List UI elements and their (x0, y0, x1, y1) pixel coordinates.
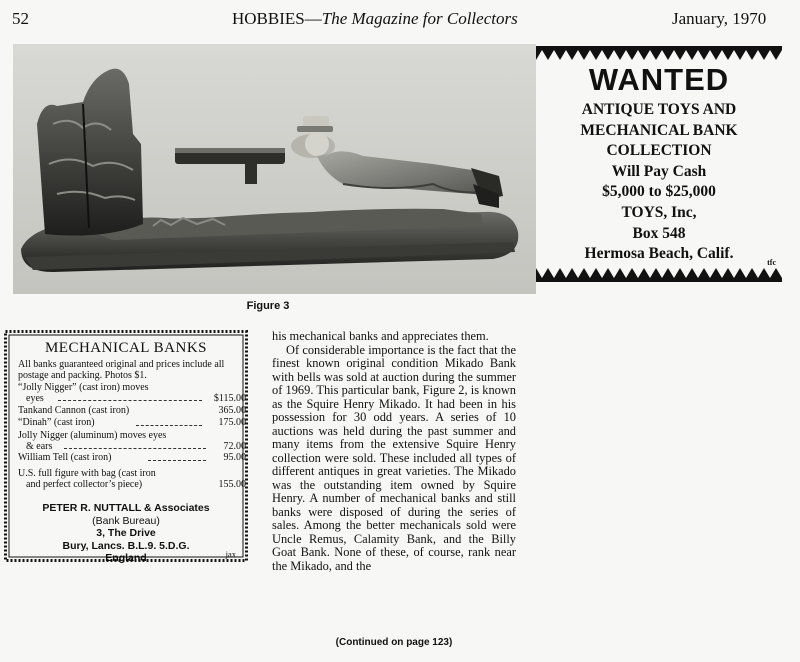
wanted-advertisement (536, 46, 782, 282)
dealer-street: 3, The Drive (96, 527, 156, 539)
dotted-leader (64, 448, 206, 449)
dotted-leader (148, 460, 206, 461)
wanted-line: TOYS, Inc, (621, 203, 697, 221)
price-list-item (18, 468, 246, 490)
article-paragraph: Of considerable importance is the fact that the finest known original condition Mikado Bank with bells was sold at auction during the summer of 1969. This particular bank, Figure 2, is known as the Squire Henry Mikado. It had been in his possession for 30 odd years. A series of 10 auctions was held during the past summer and many items from the extensive Squire Henry collection were sold. These included all types of different antiques in great varieties. The Mikado was the outstanding item owned by Squire Henry. A number of mechanical banks and still banks were disposed of during the series of sales. Among the better mechanicals sold were Uncle Remus, Calamity Bank, and the Billy Goat Bank. None of these, of course, rank near the Mikado, and the (272, 342, 516, 573)
item-description: “Jolly Nigger” (cast iron) moves (18, 382, 149, 393)
dealer-city: Bury, Lancs. B.L.9. 5.D.G. (62, 539, 190, 552)
item-description-cont: eyes (26, 393, 44, 404)
wanted-line: Will Pay Cash (611, 162, 707, 180)
item-description: William Tell (cast iron) (18, 452, 112, 463)
dotted-leader (136, 425, 202, 426)
banks-ad-title: MECHANICAL BANKS (44, 340, 208, 356)
page-number: 52 (12, 9, 29, 28)
price-list-item (18, 382, 246, 404)
mechanical-bank-image (13, 44, 536, 294)
dealer-address (4, 502, 248, 565)
wanted-body (536, 100, 782, 265)
item-price: $115.00 (213, 393, 246, 404)
item-description: “Dinah” (cast iron) (18, 417, 95, 428)
item-description: U.S. full figure with bag (cast iron (18, 468, 156, 479)
magazine-subtitle: The Magazine for Collectors (321, 9, 518, 28)
figure-photo (13, 44, 536, 294)
price-list-item (18, 452, 246, 463)
price-list-item (18, 430, 246, 452)
zigzag-border-bottom (536, 268, 782, 282)
item-price: 95.00 (223, 452, 246, 463)
article-paragraph: his mechanical banks and appreciates them. (272, 329, 489, 343)
continued-note: (Continued on page 123) (335, 637, 453, 648)
wanted-ad-mark: tfc (767, 258, 776, 267)
issue-date: January, 1970 (672, 9, 767, 28)
banks-ad-intro: All banks guaranteed original and prices include all postage and packing. Photos $1. (18, 359, 225, 381)
wanted-line: $5,000 to $25,000 (602, 183, 716, 201)
magazine-name: HOBBIES— (232, 9, 322, 28)
item-description-cont: & ears (26, 441, 53, 452)
wanted-line: ANTIQUE TOYS AND (581, 101, 737, 118)
wanted-line: Box 548 (632, 224, 686, 242)
item-description: Tankand Cannon (cast iron) (18, 405, 130, 416)
figure-caption: Figure 3 (246, 300, 290, 312)
article-column (272, 330, 516, 573)
zigzag-border-top (536, 46, 782, 60)
item-price: 175.00 (218, 417, 246, 428)
item-price: 72.00 (223, 441, 246, 452)
price-list-item (18, 405, 246, 416)
wanted-line: COLLECTION (606, 142, 712, 160)
dotted-leader (58, 400, 202, 401)
dealer-country: England (105, 552, 147, 564)
item-description-cont: and perfect collector’s piece) (26, 479, 143, 490)
banks-ad-mark: jax (225, 549, 236, 559)
dealer-bureau: (Bank Bureau) (92, 514, 160, 527)
mechanical-banks-advertisement (4, 330, 248, 562)
wanted-title: WANTED (588, 62, 730, 97)
price-list-item (18, 417, 246, 428)
wanted-line: MECHANICAL BANK (580, 121, 738, 139)
item-description: Jolly Nigger (aluminum) moves eyes (18, 430, 167, 441)
magazine-title (232, 9, 518, 29)
item-price: 155.00 (218, 479, 246, 490)
wanted-line: Hermosa Beach, Calif. (584, 245, 734, 263)
dealer-name: PETER R. NUTTALL & Associates (42, 502, 210, 514)
item-price: 365.00 (218, 405, 246, 416)
